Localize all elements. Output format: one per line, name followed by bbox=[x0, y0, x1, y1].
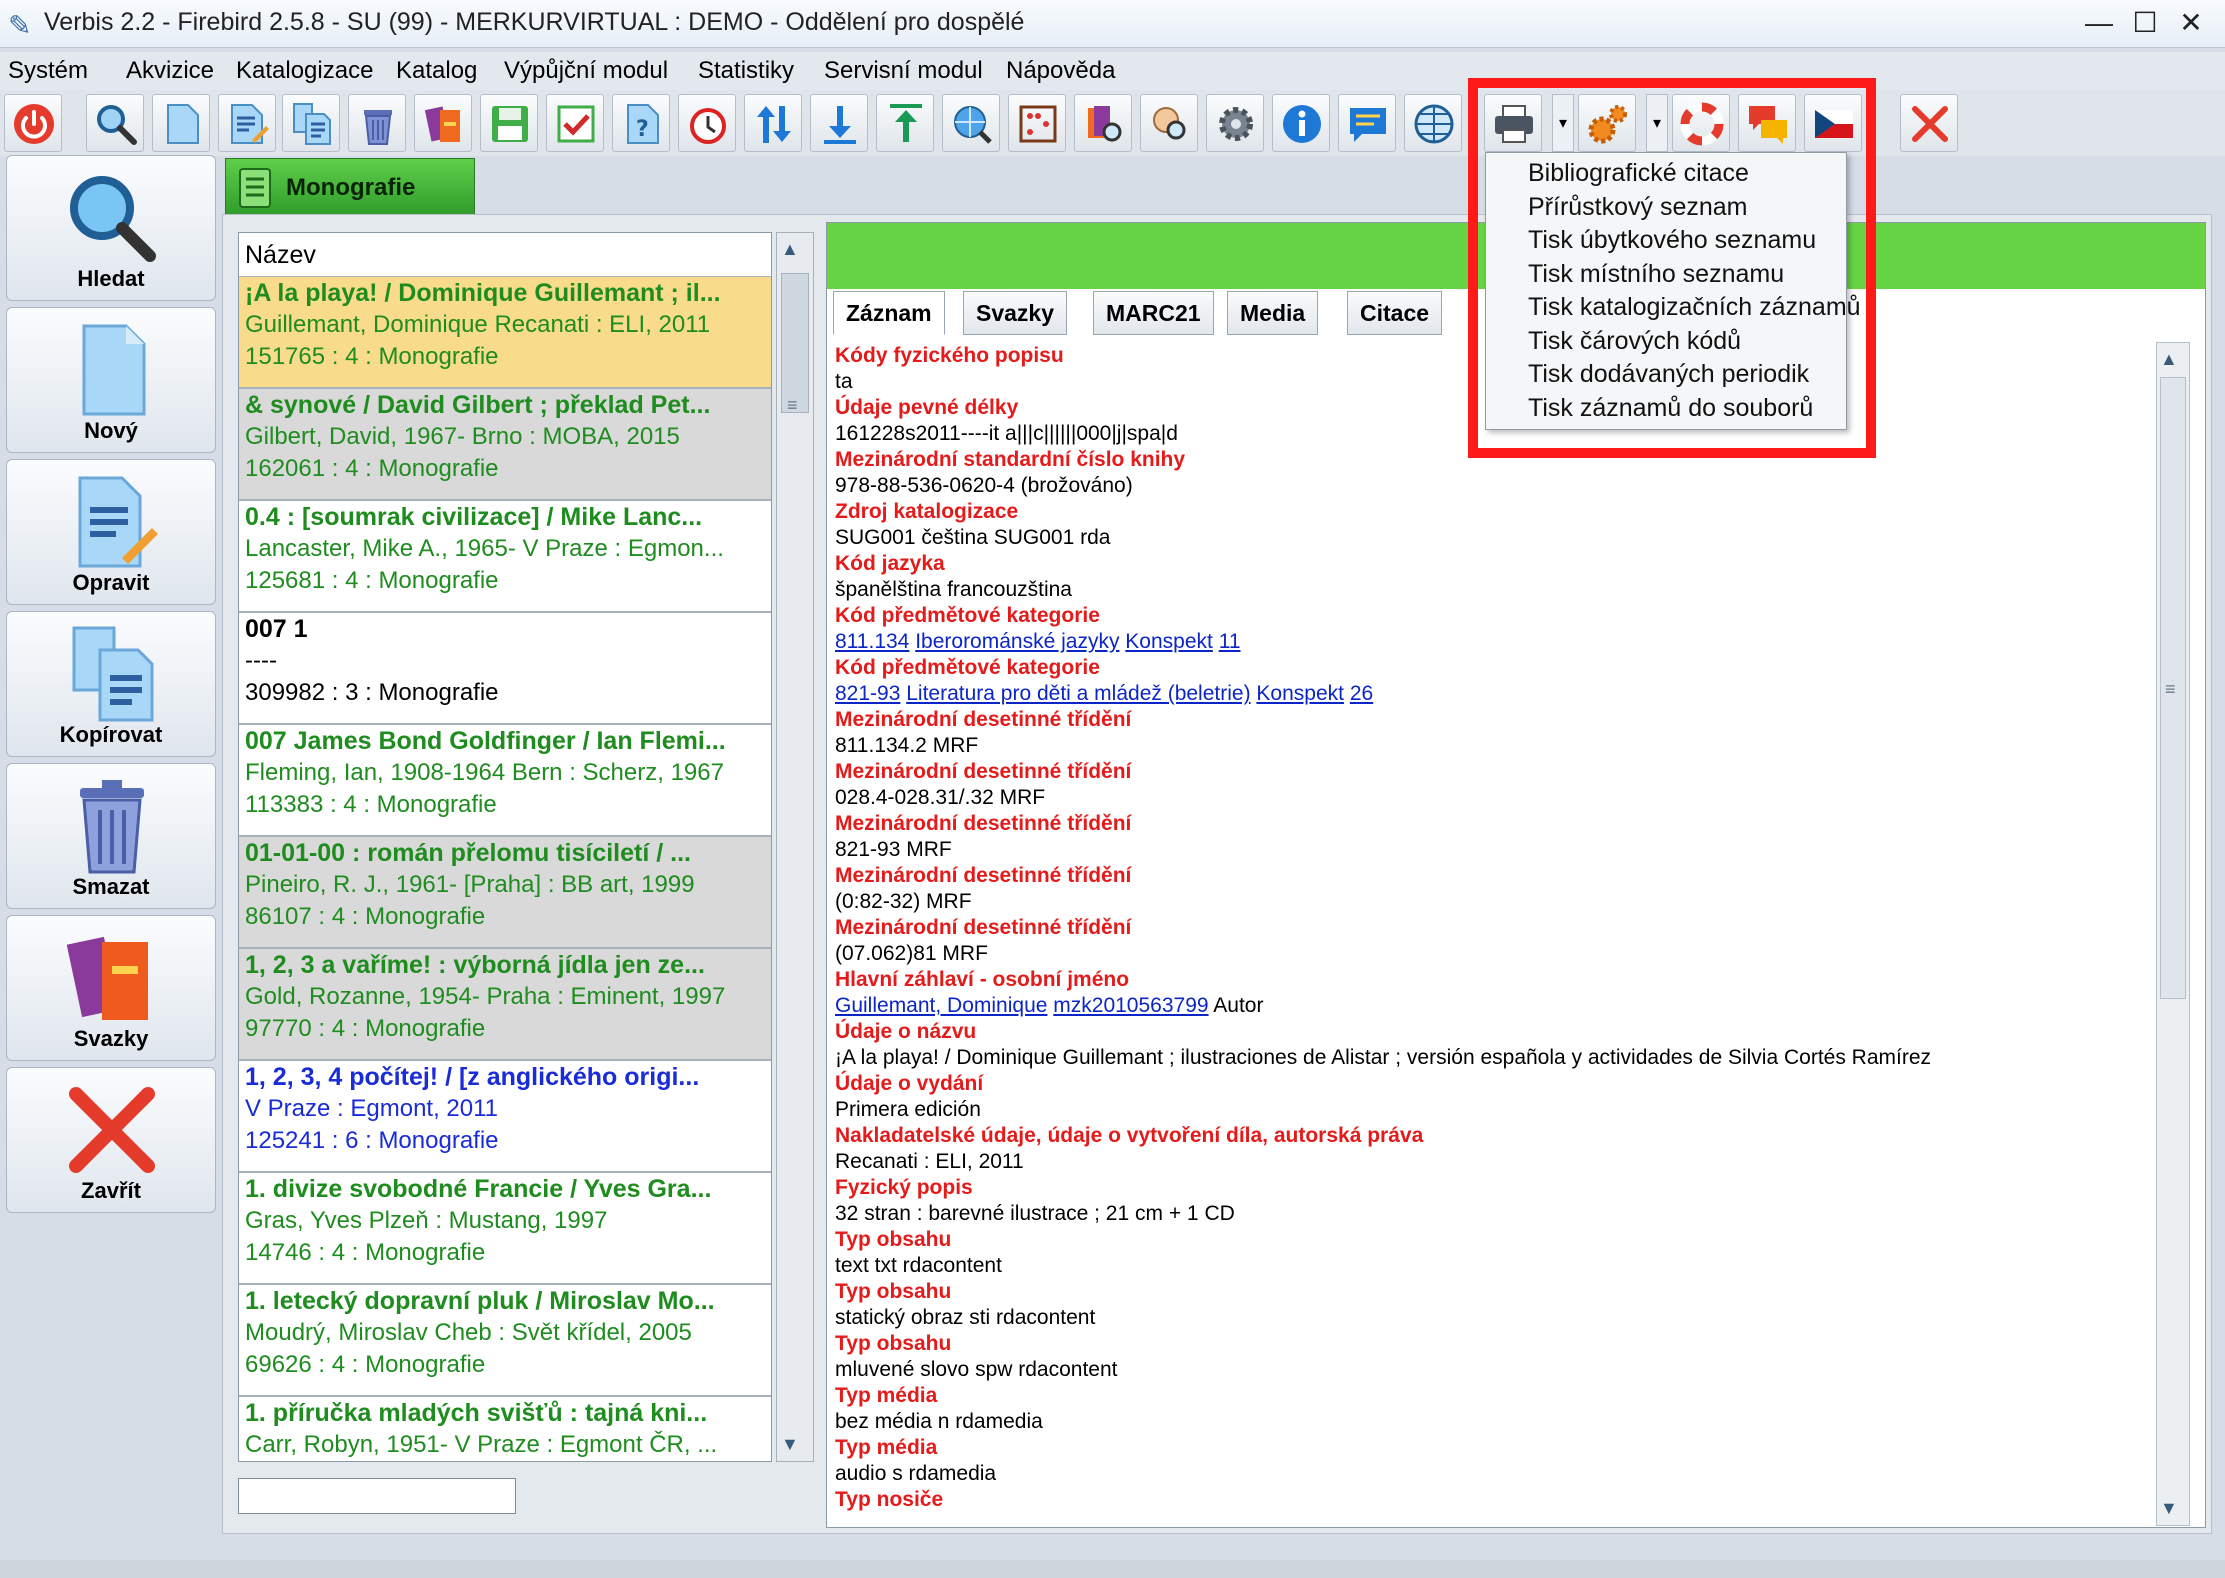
field-value: Recanati : ELI, 2011 bbox=[835, 1150, 1024, 1173]
item-author: Gras, Yves Plzeň : Mustang, 1997 bbox=[245, 1207, 608, 1234]
message-icon[interactable] bbox=[1338, 94, 1396, 152]
search-icon bbox=[62, 168, 162, 268]
opravit-button[interactable] bbox=[6, 459, 216, 605]
item-title: 007 James Bond Goldfinger / Ian Flemi... bbox=[245, 727, 726, 755]
menu-servisni-modul[interactable]: Servisní modul bbox=[824, 57, 983, 84]
list-item[interactable] bbox=[239, 1061, 771, 1173]
field-value: ¡A la playa! / Dominique Guillemant ; ilustraciones de Alistar ; versión española y actividades de Silvia Cortés Ramírez bbox=[835, 1046, 1932, 1069]
item-code: 14746 : 4 : Monografie bbox=[245, 1239, 486, 1266]
field-label: Mezinárodní standardní číslo knihy bbox=[835, 448, 1186, 471]
field-label: Kód předmětové kategorie bbox=[835, 656, 1100, 679]
field-label: Hlavní záhlaví - osobní jméno bbox=[835, 968, 1130, 991]
record-link[interactable]: Literatura pro děti a mládež (beletrie) bbox=[906, 682, 1251, 705]
tab-svazky[interactable]: Svazky bbox=[963, 291, 1067, 335]
print-dropdown-menu bbox=[1485, 152, 1861, 430]
list-item[interactable] bbox=[239, 725, 771, 837]
services-gear-icon[interactable] bbox=[1578, 94, 1636, 152]
new-document-icon bbox=[62, 320, 162, 420]
quick-search-input[interactable] bbox=[238, 1478, 516, 1514]
lifebuoy-icon[interactable] bbox=[1672, 94, 1730, 152]
item-code: 86107 : 4 : Monografie bbox=[245, 903, 486, 930]
list-item[interactable] bbox=[239, 1285, 771, 1397]
field-label: Fyzický popis bbox=[835, 1176, 973, 1199]
check-icon[interactable] bbox=[546, 94, 604, 152]
field-value: Primera edición bbox=[835, 1098, 981, 1121]
list-scroll-thumb[interactable] bbox=[781, 273, 809, 413]
books-search-icon[interactable] bbox=[1074, 94, 1132, 152]
item-code: 162061 : 4 : Monografie bbox=[245, 455, 499, 482]
item-title: 01-01-00 : román přelomu tisíciletí / ... bbox=[245, 839, 691, 867]
field-label: Typ obsahu bbox=[835, 1280, 952, 1303]
title-bar bbox=[0, 0, 2225, 48]
download-icon[interactable] bbox=[810, 94, 868, 152]
item-code: 97770 : 4 : Monografie bbox=[245, 1015, 486, 1042]
help-document-icon[interactable] bbox=[612, 94, 670, 152]
item-title: ¡A la playa! / Dominique Guillemant ; il... bbox=[245, 279, 721, 307]
field-value: text txt rdacontent bbox=[835, 1254, 1002, 1277]
item-author: Guillemant, Dominique Recanati : ELI, 2011 bbox=[245, 311, 711, 338]
field-label: Kód předmětové kategorie bbox=[835, 604, 1100, 627]
menu-statistiky[interactable]: Statistiky bbox=[698, 57, 795, 84]
item-code: 125681 : 4 : Monografie bbox=[245, 567, 499, 594]
volumes-icon[interactable] bbox=[414, 94, 472, 152]
tab-label: Monografie bbox=[286, 174, 416, 201]
field-label: Mezinárodní desetinné třídění bbox=[835, 916, 1132, 939]
chat-icon[interactable] bbox=[1738, 94, 1796, 152]
field-label: Údaje pevné délky bbox=[835, 396, 1019, 419]
menu-katalog[interactable]: Katalog bbox=[396, 57, 478, 84]
novy-label: Nový bbox=[84, 418, 138, 443]
tab-media[interactable]: Media bbox=[1227, 291, 1318, 335]
field-label: Typ média bbox=[835, 1384, 938, 1407]
scroll-up-arrow[interactable]: ▲ bbox=[781, 239, 799, 259]
field-links bbox=[835, 681, 1373, 707]
item-title: & synové / David Gilbert ; překlad Pet... bbox=[245, 391, 711, 419]
user-search-icon[interactable] bbox=[1140, 94, 1198, 152]
trash-icon bbox=[62, 776, 162, 876]
menu-system[interactable]: Systém bbox=[8, 57, 89, 84]
close-icon[interactable] bbox=[1900, 94, 1958, 152]
app-icon: ✎ bbox=[8, 10, 32, 41]
globe-icon[interactable] bbox=[1404, 94, 1462, 152]
print-menu-item[interactable]: Tisk záznamů do souborů bbox=[1528, 393, 1814, 422]
field-value: SUG001 čeština SUG001 rda bbox=[835, 526, 1111, 549]
title-list bbox=[238, 232, 772, 1462]
item-code: 309982 : 3 : Monografie bbox=[245, 679, 499, 706]
field-label: Typ média bbox=[835, 1436, 938, 1459]
print-menu-item[interactable]: Přírůstkový seznam bbox=[1528, 192, 1748, 221]
list-item[interactable] bbox=[239, 949, 771, 1061]
save-icon[interactable] bbox=[480, 94, 538, 152]
trash-icon[interactable] bbox=[348, 94, 406, 152]
upload-icon[interactable] bbox=[876, 94, 934, 152]
power-icon[interactable] bbox=[4, 94, 62, 152]
czech-flag-icon[interactable] bbox=[1804, 94, 1862, 152]
scroll-up-arrow[interactable]: ▲ bbox=[2160, 349, 2178, 369]
status-bar bbox=[0, 1560, 2225, 1578]
record-scrollbar[interactable] bbox=[2156, 342, 2190, 1526]
field-links bbox=[835, 629, 1241, 655]
item-author: Moudrý, Miroslav Cheb : Svět křídel, 2005 bbox=[245, 1319, 692, 1346]
hledat-label: Hledat bbox=[77, 266, 145, 291]
list-item[interactable] bbox=[239, 501, 771, 613]
list-scrollbar[interactable] bbox=[776, 232, 814, 1462]
field-links bbox=[835, 993, 1263, 1019]
tab-citace[interactable]: Citace bbox=[1347, 291, 1442, 335]
edit-document-icon bbox=[62, 472, 162, 572]
tab-monografie[interactable] bbox=[225, 158, 475, 216]
item-author: Fleming, Ian, 1908-1964 Bern : Scherz, 1967 bbox=[245, 759, 724, 786]
field-value: 978-88-536-0620-4 (brožováno) bbox=[835, 474, 1133, 497]
record-link[interactable]: 11 bbox=[1218, 630, 1241, 653]
item-author: Carr, Robyn, 1951- V Praze : Egmont ČR, ... bbox=[245, 1431, 718, 1458]
field-label: Typ nosiče bbox=[835, 1488, 944, 1511]
item-title: 007 1 bbox=[245, 615, 308, 643]
field-label: Mezinárodní desetinné třídění bbox=[835, 864, 1132, 887]
abacus-icon[interactable] bbox=[1008, 94, 1066, 152]
item-code: 125241 : 6 : Monografie bbox=[245, 1127, 499, 1154]
item-author: Lancaster, Mike A., 1965- V Praze : Egmon... bbox=[245, 535, 724, 562]
tab-zaznam[interactable]: Záznam bbox=[833, 291, 945, 335]
scroll-grip: ≡ bbox=[787, 395, 798, 415]
scroll-grip: ≡ bbox=[2165, 679, 2176, 699]
item-author: Gilbert, David, 1967- Brno : MOBA, 2015 bbox=[245, 423, 680, 450]
field-label: Mezinárodní desetinné třídění bbox=[835, 708, 1132, 731]
list-item[interactable] bbox=[239, 837, 771, 949]
field-label: Kód jazyka bbox=[835, 552, 945, 575]
menu-bar bbox=[0, 52, 2225, 90]
record-link[interactable]: 811.134 bbox=[835, 630, 910, 653]
zavrit-button[interactable] bbox=[6, 1067, 216, 1213]
field-label: Mezinárodní desetinné třídění bbox=[835, 812, 1132, 835]
field-value: mluvené slovo spw rdacontent bbox=[835, 1358, 1118, 1381]
svg-text:?: ? bbox=[636, 117, 649, 142]
kopirovat-label: Kopírovat bbox=[59, 722, 163, 747]
item-title: 1, 2, 3 a vaříme! : výborná jídla jen ze... bbox=[245, 951, 705, 979]
field-value: bez média n rdamedia bbox=[835, 1410, 1043, 1433]
item-code: 151765 : 4 : Monografie bbox=[245, 343, 499, 370]
item-code: 69626 : 4 : Monografie bbox=[245, 1351, 486, 1378]
opravit-label: Opravit bbox=[72, 570, 150, 595]
new-document-icon[interactable] bbox=[152, 94, 210, 152]
scroll-down-arrow[interactable]: ▼ bbox=[781, 1434, 799, 1454]
print-menu-item[interactable]: Tisk úbytkového seznamu bbox=[1528, 226, 1817, 254]
field-value: 028.4-028.31/.32 MRF bbox=[835, 786, 1046, 809]
item-author: V Praze : Egmont, 2011 bbox=[245, 1095, 499, 1122]
item-title: 1. příručka mladých svišťů : tajná kni... bbox=[245, 1399, 708, 1427]
gear-icon[interactable] bbox=[1206, 94, 1264, 152]
web-search-icon[interactable] bbox=[942, 94, 1000, 152]
svazky-label: Svazky bbox=[73, 1026, 149, 1051]
smazat-label: Smazat bbox=[72, 874, 150, 899]
print-menu-item[interactable]: Bibliografické citace bbox=[1528, 159, 1749, 187]
field-value: audio s rdamedia bbox=[835, 1462, 997, 1485]
record-link[interactable]: Konspekt bbox=[1125, 630, 1213, 653]
item-code: 113383 : 4 : Monografie bbox=[245, 791, 497, 818]
field-value: 821-93 MRF bbox=[835, 838, 952, 861]
hledat-button[interactable] bbox=[6, 155, 216, 301]
toolbar bbox=[0, 90, 2225, 156]
list-item[interactable] bbox=[239, 389, 771, 501]
menu-katalogizace[interactable]: Katalogizace bbox=[236, 57, 374, 84]
close-icon bbox=[62, 1080, 162, 1180]
list-item[interactable] bbox=[239, 1173, 771, 1285]
field-label: Mezinárodní desetinné třídění bbox=[835, 760, 1132, 783]
menu-napoveda[interactable]: Nápověda bbox=[1006, 57, 1116, 84]
record-link[interactable]: Konspekt bbox=[1256, 682, 1344, 705]
list-item[interactable] bbox=[239, 613, 771, 725]
field-value: statický obraz sti rdacontent bbox=[835, 1306, 1096, 1329]
field-label: Údaje o vydání bbox=[835, 1072, 984, 1095]
left-action-bar bbox=[0, 155, 220, 1555]
field-role: Autor bbox=[1213, 994, 1264, 1017]
field-value: 161228s2011----it a|||c||||||000|j|spa|d bbox=[835, 422, 1178, 445]
field-label: Typ obsahu bbox=[835, 1332, 952, 1355]
maximize-button[interactable]: ☐ bbox=[2132, 7, 2158, 38]
volumes-icon bbox=[62, 928, 162, 1028]
item-author: Pineiro, R. J., 1961- [Praha] : BB art, 1999 bbox=[245, 871, 695, 898]
field-label: Údaje o názvu bbox=[835, 1020, 977, 1043]
printer-icon[interactable] bbox=[1484, 94, 1542, 152]
sort-icon[interactable] bbox=[744, 94, 802, 152]
item-author: ---- bbox=[245, 647, 277, 674]
novy-button[interactable] bbox=[6, 307, 216, 453]
record-link[interactable]: Guillemant, Dominique bbox=[835, 994, 1048, 1017]
services-dropdown-button[interactable]: ▾ bbox=[1646, 94, 1668, 152]
print-menu-item[interactable]: Tisk dodávaných periodik bbox=[1528, 360, 1810, 388]
close-window-button[interactable]: ✕ bbox=[2179, 7, 2203, 38]
record-link[interactable]: mzk2010563799 bbox=[1053, 994, 1209, 1017]
search-icon[interactable] bbox=[86, 94, 144, 152]
print-menu-item[interactable]: Tisk katalogizačních záznamů bbox=[1528, 293, 1861, 321]
minimize-button[interactable]: — bbox=[2085, 7, 2113, 38]
list-item[interactable] bbox=[239, 277, 771, 389]
menu-akvizice[interactable]: Akvizice bbox=[126, 57, 215, 84]
field-label: Nakladatelské údaje, údaje o vytvoření díla, autorská práva bbox=[835, 1124, 1424, 1147]
record-link[interactable]: Iberorománské jazyky bbox=[915, 630, 1120, 653]
item-title: 1, 2, 3, 4 počítej! / [z anglického origi... bbox=[245, 1063, 700, 1091]
window-title: Verbis 2.2 - Firebird 2.5.8 - SU (99) - MERKURVIRTUAL : DEMO - Oddělení pro dospělé bbox=[44, 8, 1025, 36]
svazky-button[interactable] bbox=[6, 915, 216, 1061]
smazat-button[interactable] bbox=[6, 763, 216, 909]
field-label: Typ obsahu bbox=[835, 1228, 952, 1251]
copy-document-icon[interactable] bbox=[282, 94, 340, 152]
copy-document-icon bbox=[62, 624, 162, 724]
field-value: (0:82-32) MRF bbox=[835, 890, 972, 913]
alarm-clock-icon[interactable] bbox=[678, 94, 736, 152]
list-item[interactable] bbox=[239, 1397, 771, 1462]
print-menu-item[interactable]: Tisk čárových kódů bbox=[1528, 326, 1742, 355]
book-icon bbox=[236, 167, 274, 209]
tab-marc21[interactable]: MARC21 bbox=[1093, 291, 1214, 335]
item-title: 0.4 : [soumrak civilizace] / Mike Lanc... bbox=[245, 503, 703, 531]
print-menu-item[interactable]: Tisk místního seznamu bbox=[1528, 259, 1785, 288]
kopirovat-button[interactable] bbox=[6, 611, 216, 757]
record-content bbox=[835, 343, 2155, 1528]
list-header[interactable]: Název bbox=[239, 233, 771, 277]
item-title: 1. divize svobodné Francie / Yves Gra... bbox=[245, 1175, 712, 1203]
item-author: Gold, Rozanne, 1954- Praha : Eminent, 1997 bbox=[245, 983, 726, 1010]
field-label: Zdroj katalogizace bbox=[835, 500, 1019, 523]
record-link[interactable]: 821-93 bbox=[835, 682, 901, 705]
info-icon[interactable] bbox=[1272, 94, 1330, 152]
field-value: španělština francouzština bbox=[835, 578, 1072, 601]
zavrit-label: Zavřít bbox=[81, 1178, 141, 1203]
field-value: (07.062)81 MRF bbox=[835, 942, 988, 965]
field-value: 811.134.2 MRF bbox=[835, 734, 979, 757]
item-title: 1. letecký dopravní pluk / Miroslav Mo... bbox=[245, 1287, 715, 1315]
scroll-down-arrow[interactable]: ▼ bbox=[2160, 1498, 2178, 1518]
field-label: Kódy fyzického popisu bbox=[835, 344, 1064, 367]
record-link[interactable]: 26 bbox=[1349, 682, 1374, 705]
field-value: ta bbox=[835, 370, 853, 393]
menu-vypujcni-modul[interactable]: Výpůjční modul bbox=[504, 57, 669, 84]
field-value: 32 stran : barevné ilustrace ; 21 cm + 1 CD bbox=[835, 1202, 1235, 1225]
edit-document-icon[interactable] bbox=[218, 94, 276, 152]
printer-dropdown-button[interactable]: ▾ bbox=[1552, 94, 1574, 152]
